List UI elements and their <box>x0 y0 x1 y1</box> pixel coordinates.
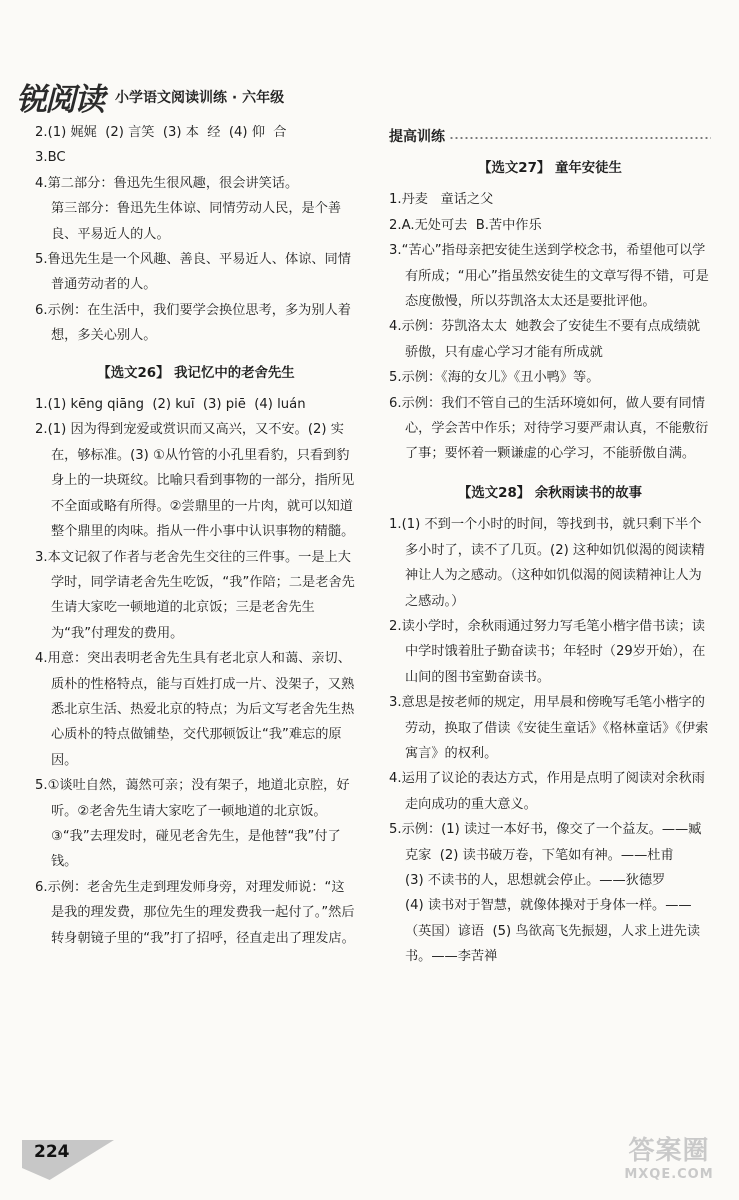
watermark-domain: MXQE.COM <box>624 1167 714 1182</box>
book-title: 小学语文阅读训练 · 六年级 <box>115 90 285 106</box>
dotted-divider <box>449 135 711 141</box>
answer-item: 2.读小学时，余秋雨通过努力写毛笔小楷字借书读；读中学时饿着肚子勤奋读书；年轻时（29岁开始），在山间的图书室勤奋读书。 <box>389 618 706 685</box>
advanced-training-label: 提高训练 <box>389 129 445 146</box>
answer-item: 5.鲁迅先生是一个风趣、善良、平易近人、体谅、同情普通劳动者的人。 <box>35 252 351 293</box>
book-header <box>16 70 376 118</box>
left-column <box>35 120 357 951</box>
answer-list-selection25 <box>35 120 357 349</box>
answer-item: 4.运用了议论的表达方式，作用是点明了阅读对余秋雨走向成功的重大意义。 <box>389 771 705 812</box>
answer-item: 1.丹麦 童话之父 <box>389 192 494 208</box>
watermark-logo-text: 答案圈 <box>628 1136 710 1166</box>
right-column <box>389 124 711 970</box>
page-number: 224 <box>34 1142 70 1162</box>
answer-item: 4.示例：芬凯洛太太 她教会了安徒生不要有点成绩就骄傲，只有虚心学习才能有所成就 <box>389 319 701 360</box>
answer-item: 6.示例：在生活中，我们要学会换位思考，多为别人着想，多关心别人。 <box>35 302 351 344</box>
answer-list-selection28 <box>389 512 711 969</box>
answer-list-selection26 <box>35 392 357 951</box>
answer-item: 6.示例：老舍先生走到理发师身旁，对理发师说：“这是我的理发费，那位先生的理发费我一起付了。”然后转身朝镜子里的“我”打了招呼，径直走出了理发店。 <box>35 879 355 946</box>
section-title-27: 【选文27】 童年安徒生 <box>478 161 622 176</box>
section-title-28: 【选文28】 余秋雨读书的故事 <box>458 485 642 501</box>
answer-item: 4.用意：突出表明老舍先生具有老北京人和蔼、亲切、质朴的性格特点，能与百姓打成一片、没架子，又熟悉北京生活、热爱北京的特点；为后文写老舍先生热心质朴的特点做铺垫，交代那顿饭让“我”难忘的原因。 <box>35 651 355 768</box>
answer-item: 2.A.无处可去 B.苦中作乐 <box>389 217 542 233</box>
answer-item: 2.(1) 因为得到宠爱或赏识而又高兴，又不安。(2) 实在，够标准。(3) ①从竹管的小孔里看豹，只看到豹身上的一块斑纹。比喻只看到事物的一部分，指所见不全面或略有所得。②尝鼎里的一片肉，就可以知道整个鼎里的肉味。指从一件小事中认识事物的精髓。 <box>35 422 355 540</box>
answer-continuation: (4) 读书对于智慧，就像体操对于身体一样。——（英国）谚语 (5) 鸟欲高飞先振翅，人求上进先读书。——李苦禅 <box>405 898 701 965</box>
section-title-26: 【选文26】 我记忆中的老舍先生 <box>97 365 295 381</box>
answer-item: 3.BC <box>35 150 66 166</box>
answer-item: 3.意思是按老师的规定，用早晨和傍晚写毛笔小楷字的劳动，换取了借读《安徒生童话》《格林童话》《伊索寓言》的权利。 <box>389 695 709 761</box>
answer-item: 3.“苦心”指母亲把安徒生送到学校念书，希望他可以学有所成；“用心”指虽然安徒生的文章写得不错，可是态度傲慢，所以芬凯洛太太还是要批评他。 <box>389 243 709 310</box>
site-watermark <box>610 1130 728 1182</box>
answer-item: 1.(1) 不到一个小时的时间，等找到书，就只剩下半个多小时了，读不了几页。(2) 这种如饥似渴的阅读精神让人为之感动。（这种如饥似渴的阅读精神让人为之感动。） <box>389 517 705 609</box>
answer-continuation: (3) 不读书的人，思想就会停止。——狄德罗 <box>405 872 666 888</box>
series-logo: 锐阅读 <box>16 82 103 118</box>
answer-continuation: 第三部分：鲁迅先生体谅、同情劳动人民，是个善良、平易近人的人。 <box>51 201 342 242</box>
answer-list-selection27 <box>389 187 711 466</box>
answer-item: 5.①谈吐自然，蔼然可亲；没有架子，地道北京腔，好听。②老舍先生请大家吃了一顿地道的北京饭。③“我”去理发时，碰见老舍先生，是他替“我”付了钱。 <box>35 778 350 870</box>
answer-item: 5.示例：《海的女儿》《丑小鸭》等。 <box>389 370 600 386</box>
answer-item: 1.(1) kēng qiāng (2) kuī (3) piē (4) luán <box>35 397 306 413</box>
answer-item: 6.示例：我们不管自己的生活环境如何，做人要有同情心，学会苦中作乐；对待学习要严肃认真，不能敷衍了事；要怀着一颗谦虚的心学习，不能骄傲自满。 <box>389 395 709 462</box>
answer-item: 4.第二部分：鲁迅先生很风趣，很会讲笑话。 <box>35 175 299 191</box>
advanced-training-header <box>389 124 711 152</box>
answer-item: 3.本文记叙了作者与老舍先生交往的三件事。一是上大学时，同学请老舍先生吃饭，“我”作陪；二是老舍先生请大家吃一顿地道的北京饭；三是老舍先生为“我”付理发的费用。 <box>35 549 355 641</box>
answer-item: 5.示例：(1) 读过一本好书，像交了一个益友。——臧克家 (2) 读书破万卷，下笔如有神。——杜甫 <box>389 822 702 863</box>
answer-item: 2.(1) 娓娓 (2) 言笑 (3) 本 经 (4) 仰 合 <box>35 125 287 140</box>
